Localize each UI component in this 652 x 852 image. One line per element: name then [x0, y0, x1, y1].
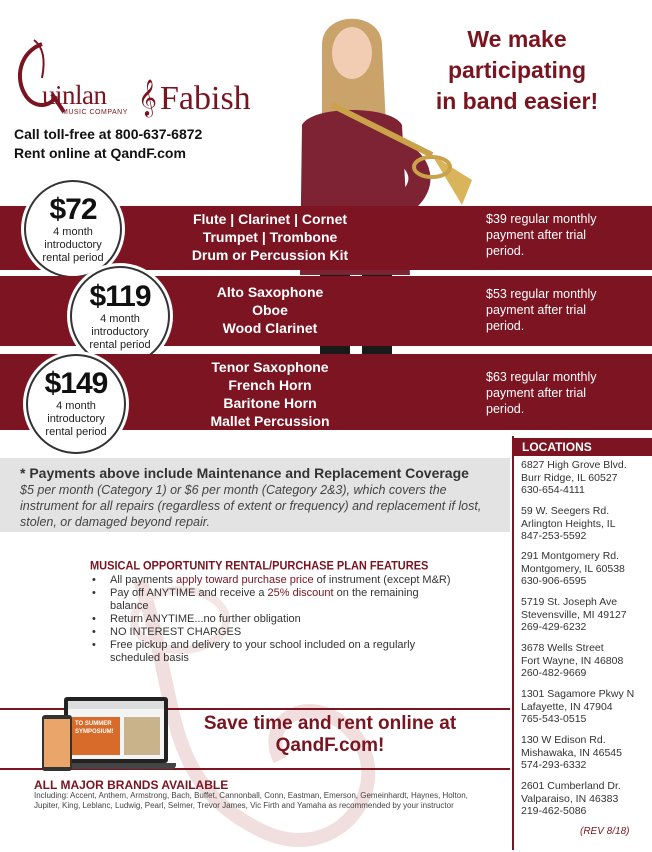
logo-quinlan: uinlan — [42, 80, 107, 110]
plan1-price-badge: $72 4 month introductory rental period — [24, 180, 122, 278]
feature-item: • Pay off ANYTIME and receive a 25% discount on the remaining balance — [92, 587, 452, 613]
location-item: 5719 St. Joseph Ave Stevensville, MI 49127 269-429-6232 — [521, 596, 627, 633]
plan1-price: $72 — [49, 193, 97, 226]
plan3-instruments: Tenor Saxophone French Horn Baritone Horn Mallet Percussion — [210, 359, 330, 429]
location-item: 1301 Sagamore Pkwy N Lafayette, IN 47904 765-543-0515 — [521, 688, 635, 725]
coverage-body: $5 per month (Category 1) or $6 per month (Category 2&3), which covers the instrument for all repairs (regardless of extent or frequency) and replacement if lost, stolen, or damaged beyond repair. — [20, 483, 482, 529]
brands-body: Including: Accent, Anthem, Armstrong, Bach, Buffet, Cannonball, Conn, Eastman, Emerson, Gemeinhardt, Haynes, Holton, Jupiter, King, Leblanc, Ludwig, Pearl, Selmer, Trevor James, Vic Firth and Yamaha as recommended by your instructor — [34, 791, 468, 810]
feature-item: • Return ANYTIME...no further obligation — [92, 613, 452, 626]
features-title: MUSICAL OPPORTUNITY RENTAL/PURCHASE PLAN FEATURES — [90, 559, 429, 573]
feature-item: • Free pickup and delivery to your school included on a regularly scheduled basis — [92, 639, 452, 665]
logo-fabish: Fabish — [160, 80, 251, 117]
plan2-after: $53 regular monthly payment after trial period. — [486, 287, 597, 333]
laptop-tablet-image: TO SUMMER SYMPOSIUM! — [42, 697, 172, 779]
plan3-price-badge: $149 4 month introductory rental period — [26, 354, 126, 454]
location-item: 3678 Wells Street Fort Wayne, IN 46808 260-482-9669 — [521, 642, 624, 679]
location-item: 6827 High Grove Blvd. Burr Ridge, IL 60527 630-654-4111 — [521, 459, 627, 496]
revision-note: (REV 8/18) — [580, 826, 630, 837]
location-item: 130 W Edison Rd. Mishawaka, IN 46545 574-293-6332 — [521, 734, 622, 771]
brands-title: ALL MAJOR BRANDS AVAILABLE — [34, 778, 229, 792]
location-item: 2601 Cumberland Dr. Valparaiso, IN 46383 219-462-5086 — [521, 780, 621, 817]
online-line: Rent online at QandF.com — [14, 145, 186, 161]
coverage-title: * Payments above include Maintenance and Replacement Coverage — [20, 465, 469, 481]
features-list — [92, 574, 452, 665]
plan1-after: $39 regular monthly payment after trial period. — [486, 212, 597, 258]
plan2-instruments: Alto Saxophone Oboe Wood Clarinet — [216, 284, 324, 336]
headline: We make participating in band easier! — [435, 26, 599, 114]
feature-item: • All payments apply toward purchase price of instrument (except M&R) — [92, 574, 452, 587]
plan1-instruments: Flute | Clarinet | Cornet Trumpet | Trombone Drum or Percussion Kit — [191, 211, 349, 263]
treble-clef-icon: 𝄞 — [138, 78, 157, 116]
location-item: 291 Montgomery Rd. Montgomery, IL 60538 630-906-6595 — [521, 550, 625, 587]
plan3-after: $63 regular monthly payment after trial period. — [486, 370, 597, 416]
plan2-price: $119 — [89, 280, 151, 313]
save-online-text: Save time and rent online at QandF.com! — [203, 713, 457, 756]
feature-item: • NO INTEREST CHARGES — [92, 626, 452, 639]
plan2-price-badge: $119 4 month introductory rental period — [70, 266, 170, 366]
plan3-price: $149 — [44, 367, 108, 400]
location-item: 59 W. Seegers Rd. Arlington Heights, IL 847-253-5592 — [521, 505, 616, 542]
logo-music-company: MUSIC COMPANY — [62, 109, 128, 116]
phone-line: Call toll-free at 800-637-6872 — [14, 126, 203, 142]
locations-title: LOCATIONS — [514, 438, 652, 456]
